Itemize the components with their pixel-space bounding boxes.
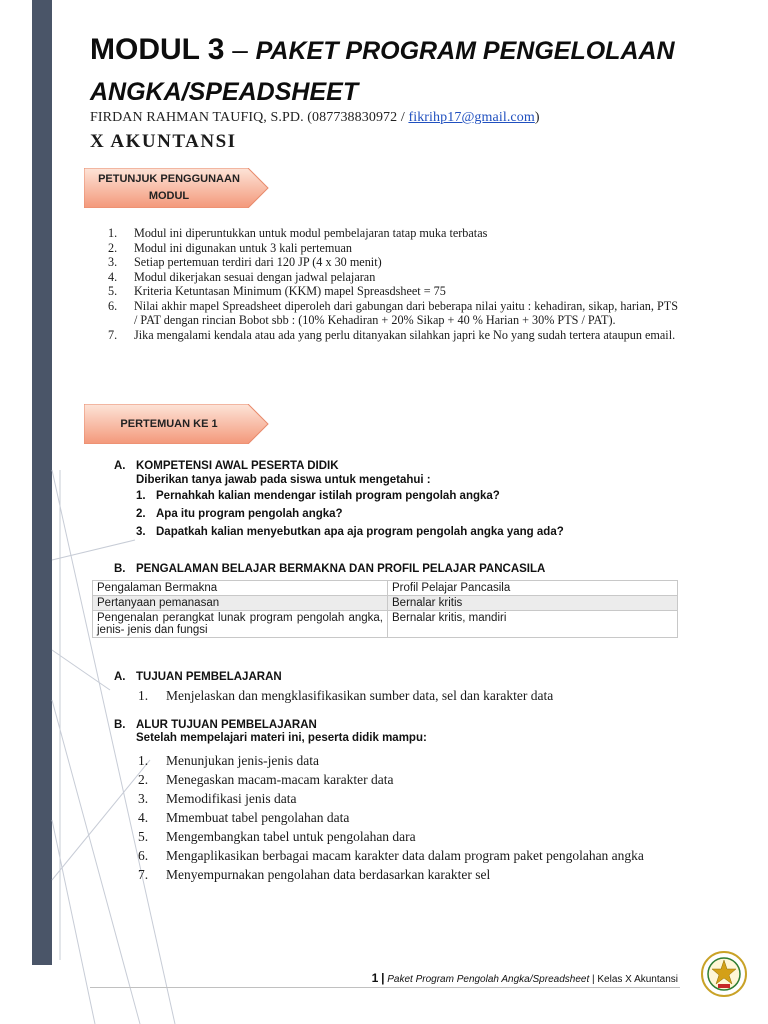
list-item — [136, 487, 684, 505]
table-cell: Bernalar kritis — [388, 596, 678, 611]
list-item — [138, 865, 678, 884]
list-text: Nilai akhir mapel Spreadsheet diperoleh dari gabungan dari beberapa nilai yaitu : kehadiran, sikap, harian, PTS / PAT dengan rincian Bobot sbb : (10% Kehadiran + 20% Sikap + 40 % Harian + 30% PTS / PAT). — [134, 298, 678, 327]
section-letter: A. — [114, 671, 126, 683]
list-number: 3. — [108, 255, 118, 269]
list-number: 2. — [136, 508, 146, 520]
alur-list — [138, 751, 678, 884]
list-number: 4. — [138, 810, 149, 825]
footer-separator: | — [381, 971, 385, 985]
list-number: 6. — [108, 298, 118, 313]
section-intro: Setelah mempelajari materi ini, peserta didik mampu: — [136, 732, 427, 744]
petunjuk-label-line2: MODUL — [148, 190, 190, 202]
author-email-link[interactable]: fikrihp17@gmail.com — [408, 110, 535, 125]
pengalaman-section — [114, 563, 684, 575]
list-number: 2. — [108, 240, 118, 255]
tujuan-section — [114, 671, 684, 683]
list-number: 7. — [138, 867, 149, 882]
list-text: Jika mengalami kendala atau ada yang perlu ditanyakan silahkan japri ke No yang sudah tertera ataupun email. — [134, 327, 676, 342]
list-item — [108, 328, 678, 343]
list-text: Mengaplikasikan berbagai macam karakter data dalam program paket pengolahan angka — [166, 848, 644, 863]
table-row — [93, 596, 678, 611]
list-text: Dapatkah kalian menyebutkan apa aja program pengolah angka yang ada? — [156, 526, 564, 538]
list-text: Mengembangkan tabel untuk pengolahan dara — [166, 829, 416, 844]
section-heading: ALUR TUJUAN PEMBELAJARAN — [136, 719, 317, 731]
usage-rules-list — [108, 226, 678, 342]
tujuan-list — [138, 686, 683, 705]
list-item — [138, 808, 678, 827]
list-text: Modul ini digunakan untuk 3 kali pertemuan — [134, 240, 352, 255]
list-text: Menunjukan jenis-jenis data — [166, 753, 319, 768]
list-text: Pernahkah kalian mendengar istilah program pengolah angka? — [156, 490, 500, 502]
section-heading: TUJUAN PEMBELAJARAN — [136, 671, 282, 683]
petunjuk-banner — [84, 168, 270, 208]
footer-doc-title: Paket Program Pengolah Angka/Spreadsheet — [387, 974, 590, 985]
list-number: 3. — [136, 526, 146, 538]
list-item — [108, 284, 678, 299]
list-number: 1. — [138, 688, 149, 703]
list-number: 5. — [108, 284, 118, 298]
list-number: 6. — [138, 848, 149, 863]
section-heading: PENGALAMAN BELAJAR BERMAKNA DAN PROFIL PELAJAR PANCASILA — [136, 563, 546, 575]
school-seal-icon — [700, 948, 748, 1000]
author-close: ) — [534, 110, 540, 125]
author-line — [90, 110, 540, 126]
section-letter: B. — [114, 719, 126, 731]
list-item — [138, 686, 683, 705]
table-header-cell: Pengalaman Bermakna — [93, 581, 388, 596]
list-item — [138, 846, 678, 865]
petunjuk-label — [84, 168, 254, 208]
list-item — [108, 241, 678, 256]
list-item — [108, 226, 678, 241]
list-item — [108, 270, 678, 285]
pertemuan-banner — [84, 404, 270, 444]
list-item — [108, 299, 678, 328]
list-item — [138, 827, 678, 846]
footer-separator: | — [592, 974, 595, 985]
list-text: Mmembuat tabel pengolahan data — [166, 810, 350, 825]
list-text: Setiap pertemuan terdiri dari 120 JP (4 x 30 menit) — [134, 255, 382, 269]
list-item — [138, 789, 678, 808]
footer-divider — [90, 987, 680, 988]
section-heading: KOMPETENSI AWAL PESERTA DIDIK — [136, 460, 339, 472]
table-row — [93, 611, 678, 638]
page-footer — [372, 971, 678, 985]
list-number: 1. — [108, 226, 118, 240]
petunjuk-label-line1: PETUNJUK PENGGUNAAN — [98, 173, 240, 185]
table-cell: Bernalar kritis, mandiri — [388, 611, 678, 638]
class-label: X AKUNTANSI — [90, 131, 237, 152]
list-number: 4. — [108, 269, 118, 284]
pengalaman-table — [92, 580, 678, 638]
list-number: 1. — [136, 490, 146, 502]
list-text: Memodifikasi jenis data — [166, 791, 297, 806]
author-name: FIRDAN RAHMAN TAUFIQ, S.PD. (087738830972 / — [90, 110, 409, 125]
list-item — [136, 523, 684, 541]
list-number: 1. — [138, 753, 149, 768]
title-dash: – — [224, 34, 256, 65]
list-number: 2. — [138, 772, 149, 787]
section-letter: A. — [114, 460, 126, 472]
list-number: 7. — [108, 327, 118, 342]
list-text: Kriteria Ketuntasan Minimum (KKM) mapel Spreasdsheet = 75 — [134, 284, 446, 298]
list-text: Menyempurnakan pengolahan data berdasarkan karakter sel — [166, 867, 491, 882]
modul-number: MODUL 3 — [90, 33, 225, 66]
list-text: Apa itu program pengolah angka? — [156, 508, 343, 520]
alur-section — [114, 719, 684, 744]
list-item — [138, 770, 678, 789]
table-cell: Pengenalan perangkat lunak program pengolah angka, jenis- jenis dan fungsi — [93, 611, 388, 638]
table-header-cell: Profil Pelajar Pancasila — [388, 581, 678, 596]
list-item — [138, 751, 678, 770]
list-text: Menjelaskan dan mengklasifikasikan sumber data, sel dan karakter data — [166, 688, 554, 703]
list-text: Modul ini diperuntukkan untuk modul pembelajaran tatap muka terbatas — [134, 226, 488, 240]
page-number: 1 — [371, 971, 379, 985]
title-subtitle-line1: PAKET PROGRAM PENGELOLAAN — [255, 37, 675, 65]
kompetensi-section — [114, 460, 684, 541]
list-text: Menegaskan macam-macam karakter data — [166, 772, 394, 787]
footer-class: Kelas X Akuntansi — [597, 974, 678, 985]
table-header-row — [93, 581, 678, 596]
pertemuan-label: PERTEMUAN KE 1 — [120, 417, 218, 430]
list-number: 3. — [138, 791, 149, 806]
list-text: Modul dikerjakan sesuai dengan jadwal pelajaran — [134, 269, 376, 284]
list-number: 5. — [138, 829, 149, 844]
list-item — [136, 505, 684, 523]
table-cell: Pertanyaan pemanasan — [93, 596, 388, 611]
section-letter: B. — [114, 563, 126, 575]
title-subtitle-line2: ANGKA/SPEADSHEET — [90, 78, 359, 106]
list-item — [108, 255, 678, 270]
section-intro: Diberikan tanya jawab pada siswa untuk mengetahui : — [136, 474, 431, 486]
document-title — [90, 30, 730, 112]
